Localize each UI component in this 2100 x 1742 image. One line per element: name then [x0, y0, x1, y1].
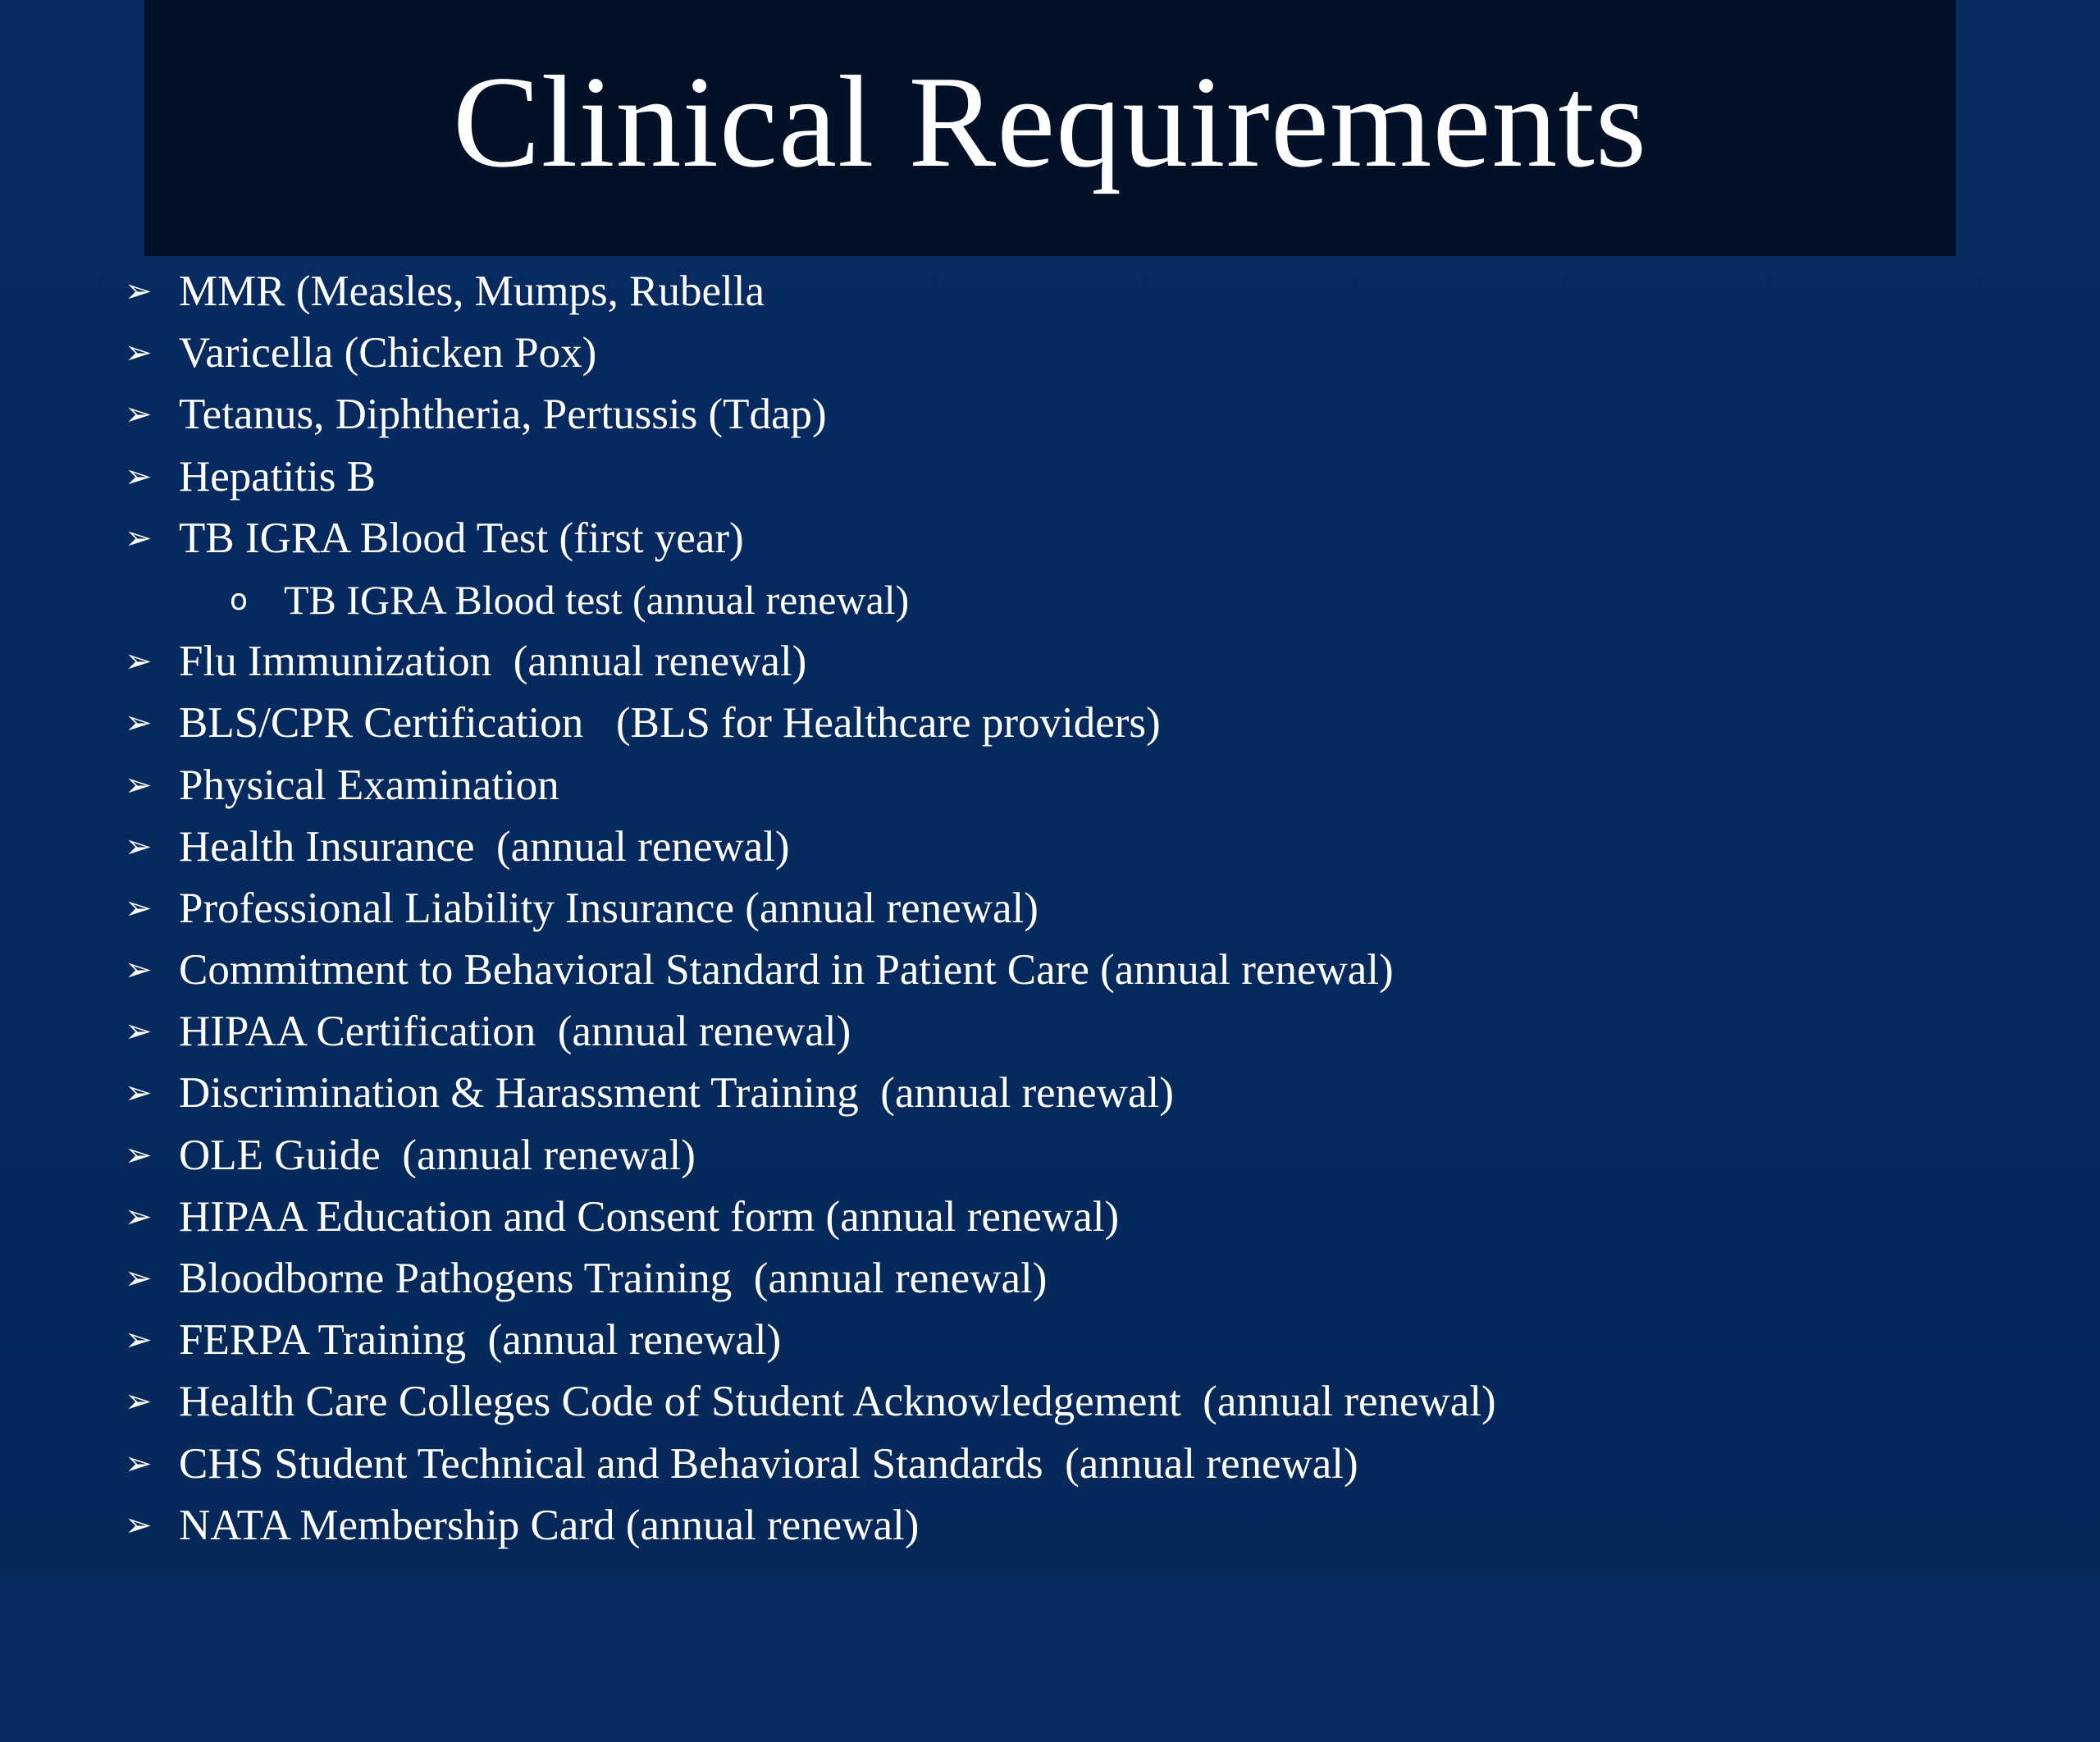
arrow-bullet-icon: ➢: [125, 1136, 153, 1174]
list-item: [125, 384, 2011, 446]
arrow-bullet-icon: ➢: [125, 519, 153, 557]
arrow-bullet-icon: ➢: [125, 889, 153, 927]
arrow-bullet-icon: ➢: [125, 395, 153, 434]
arrow-bullet-icon: ➢: [125, 951, 153, 990]
arrow-bullet-icon: ➢: [125, 766, 153, 804]
list-item-text: FERPA Training (annual renewal): [179, 1316, 782, 1365]
sub-list-item: [125, 569, 2011, 631]
arrow-bullet-icon: ➢: [125, 1197, 153, 1236]
list-item-text: BLS/CPR Certification (BLS for Healthcare providers): [179, 699, 1161, 748]
arrow-bullet-icon: ➢: [125, 1013, 153, 1051]
arrow-bullet-icon: ➢: [125, 1444, 153, 1483]
list-item: [125, 693, 2011, 754]
arrow-bullet-icon: ➢: [125, 642, 153, 681]
arrow-bullet-icon: ➢: [125, 827, 153, 866]
list-item: [125, 878, 2011, 940]
title-bar: [144, 0, 1956, 256]
list-item-text: Bloodborne Pathogens Training (annual renewal): [179, 1255, 1048, 1302]
list-item-text: Health Care Colleges Code of Student Acknowledgement (annual renewal): [179, 1378, 1496, 1426]
list-item: [125, 1310, 2011, 1371]
list-item-text: Health Insurance (annual renewal): [179, 822, 790, 871]
arrow-bullet-icon: ➢: [125, 457, 153, 496]
list-item: [125, 1248, 2011, 1310]
list-item-text: Varicella (Chicken Pox): [179, 329, 597, 377]
list-item: [125, 261, 2011, 322]
list-item-text: OLE Guide (annual renewal): [179, 1131, 696, 1179]
list-item: [125, 755, 2011, 816]
list-item-text: HIPAA Education and Consent form (annual renewal): [179, 1192, 1120, 1241]
list-item-text: Professional Liability Insurance (annual renewal): [179, 884, 1039, 932]
requirements-list: [125, 261, 2011, 1557]
list-item-text: HIPAA Certification (annual renewal): [179, 1008, 851, 1056]
arrow-bullet-icon: ➢: [125, 334, 153, 373]
sub-list-item-text: TB IGRA Blood test (annual renewal): [284, 576, 910, 623]
list-item: [125, 1125, 2011, 1186]
list-item: [125, 446, 2011, 508]
list-item-text: Tetanus, Diphtheria, Pertussis (Tdap): [179, 391, 827, 439]
list-item: [125, 631, 2011, 693]
arrow-bullet-icon: ➢: [125, 704, 153, 743]
arrow-bullet-icon: ➢: [125, 1506, 153, 1544]
list-item-text: CHS Student Technical and Behavioral Standards (annual renewal): [179, 1439, 1358, 1488]
arrow-bullet-icon: ➢: [125, 1260, 153, 1297]
list-item-text: Flu Immunization (annual renewal): [179, 638, 807, 686]
list-item: [125, 1495, 2011, 1557]
list-item-text: TB IGRA Blood Test (first year): [179, 514, 744, 562]
list-item: [125, 1433, 2011, 1495]
list-item: [125, 322, 2011, 384]
circle-bullet-icon: o: [230, 583, 249, 617]
list-item: [125, 816, 2011, 878]
list-item-text: MMR (Measles, Mumps, Rubella: [179, 267, 765, 315]
list-item-text: Discrimination & Harassment Training (annual renewal): [179, 1069, 1174, 1118]
list-item-text: NATA Membership Card (annual renewal): [179, 1501, 920, 1549]
list-item: [125, 508, 2011, 569]
slide-title: Clinical Requirements: [452, 48, 1648, 194]
list-item-text: Hepatitis B: [179, 452, 376, 501]
list-item: [125, 1063, 2011, 1124]
list-item: [125, 1371, 2011, 1433]
list-item: [125, 940, 2011, 1001]
arrow-bullet-icon: ➢: [125, 272, 153, 310]
arrow-bullet-icon: ➢: [125, 1383, 153, 1421]
list-item: [125, 1001, 2011, 1063]
arrow-bullet-icon: ➢: [125, 1074, 153, 1113]
list-item-text: Commitment to Behavioral Standard in Patient Care (annual renewal): [179, 946, 1394, 994]
list-item-text: Physical Examination: [179, 761, 559, 809]
arrow-bullet-icon: ➢: [125, 1321, 153, 1360]
list-item: [125, 1186, 2011, 1248]
